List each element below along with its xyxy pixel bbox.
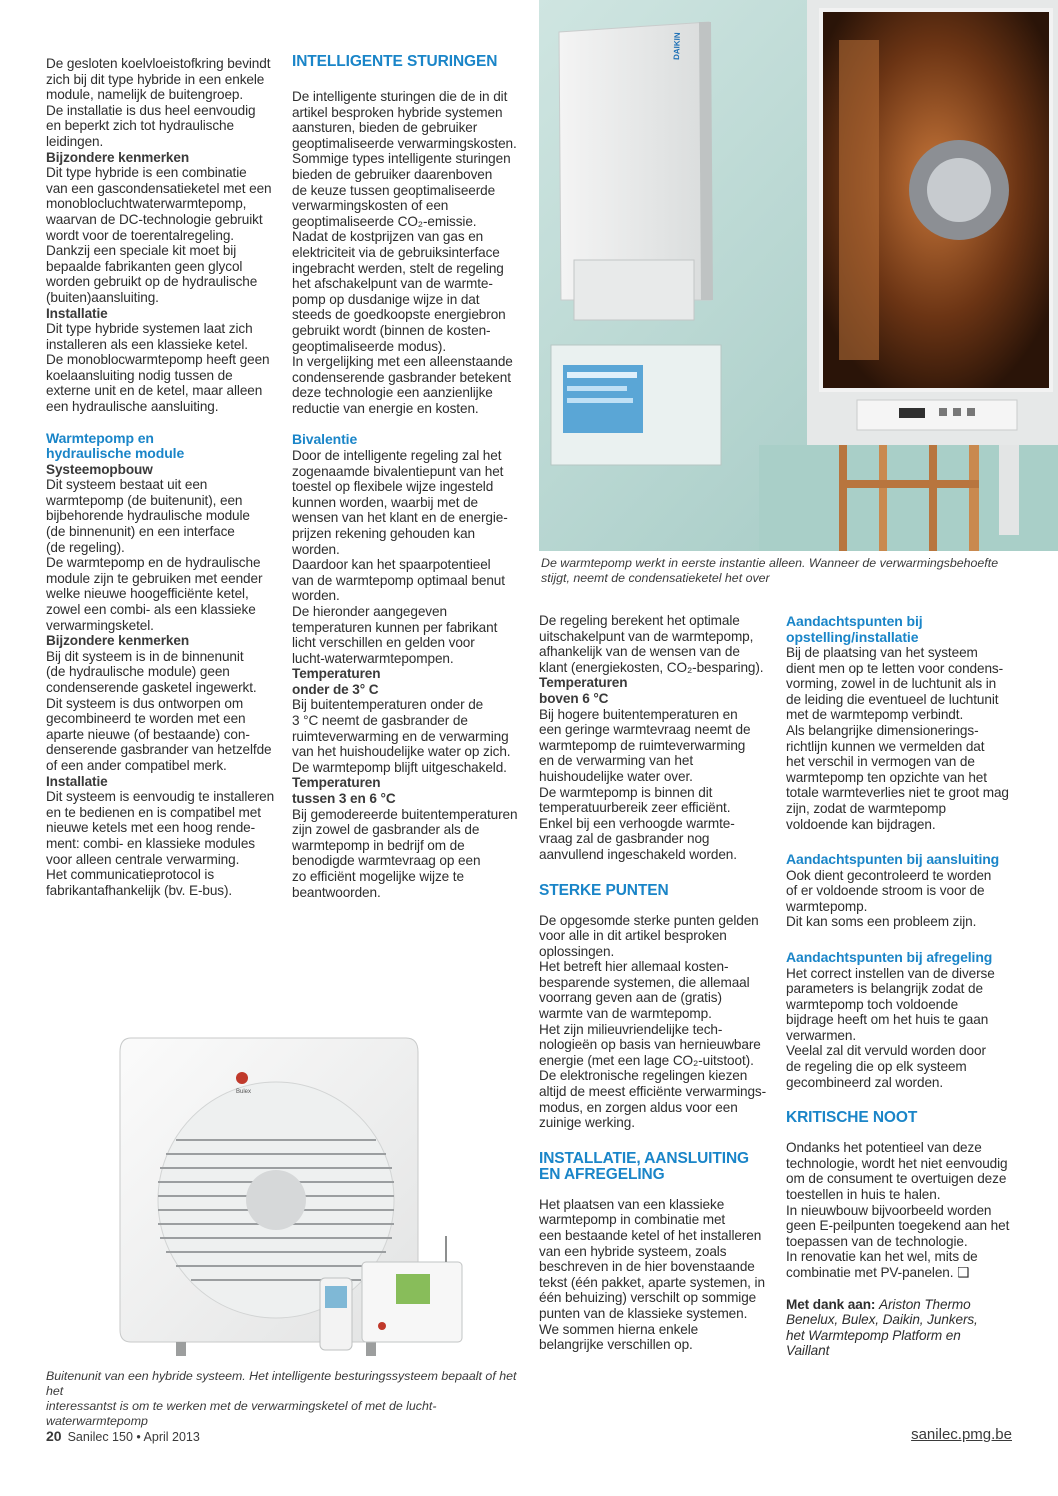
brand-logo: DAIKIN — [672, 32, 682, 61]
paragraph: Ook dient gecontroleerd te worden of er voldoende stroom is voor de warmtepomp. Dit kan soms een probleem zijn. — [786, 867, 992, 930]
open-boiler — [807, 0, 1058, 445]
subheading: Systeemopbouw — [46, 461, 153, 477]
subheading: Bijzondere kenmerken — [46, 633, 190, 649]
subheading: Installatie — [46, 773, 108, 789]
section-title: INSTALLATIE, AANSLUITING EN AFREGELING — [539, 1149, 749, 1183]
paragraph: Dit systeem is eenvoudig te installeren en te bedienen en is compatibel met nieuwe ketels met een hoog rende- ment: combi- en klassieke modules voor alleen centrale verwarming. Het communicatieprotocol is fabrikantafhankelijk (bv. E-bus). — [46, 789, 275, 898]
section-title: KRITISCHE NOOT — [786, 1109, 918, 1127]
paragraph: Bij dit systeem is in de binnenunit (de hydraulische module) geen condenserende gasketel ingewerkt. Dit systeem is dus ontworpen om gecombineerd te worden met een aparte nieuwe (of bestaande) con- denserende gasbrander van hetzelfde of een ander compatibel merk. — [46, 648, 272, 773]
section-title: INTELLIGENTE STURINGEN — [292, 53, 498, 70]
paragraph: Ondanks het potentieel van deze technologie, wordt het niet eenvoudig om de consument te overtuigen deze toestellen in huis te halen. In nieuwbouw bijvoorbeeld worden geen E-peilpunten toegekend aan het toepassen van de technologie. In renovatie kan het wel, mits de combinatie met PV-panelen. ❑ — [786, 1140, 1010, 1280]
white-boiler — [559, 22, 713, 320]
subheading: Temperaturen tussen 3 en 6 °C — [292, 775, 396, 807]
remote-control — [320, 1278, 352, 1350]
paragraph: Bij de plaatsing van het systeem dient men op te letten voor condens- vorming, zowel in de luchtunit als in de leiding die eventueel de luchtunit met de warmtepomp verbindt. Als belangrijke dimensionerings- richtlijn kunnen we vermelden dat het verschil in vermogen van de warmtepomp ten opzichte van het totale warmteverlies niet te groot mag zijn, zodat de warmtepomp voldoende kan bijdragen. — [786, 645, 1009, 832]
article-column-3 — [539, 613, 771, 1353]
brand-logo: Bulex — [236, 1089, 252, 1095]
control-panel — [551, 345, 721, 465]
paragraph: De opgesomde sterke punten gelden voor alle in dit artikel besproken oplossingen. Het betreft hier allemaal kosten- besparende systemen, die allemaal voorrang geven aan de (gratis) warmte van de warmtepomp. Het zijn milieuvriendelijke tech- nologieën op basis van hernieuwbare energie (met een lage CO₂-uitstoot). De elektronische regelingen kiezen altijd de meest efficiënte verwarmings- modus, en zorgen aldus voor een zuinige werking. — [539, 912, 767, 1131]
section-heading: Aandachtspunten bij aansluiting — [786, 851, 1000, 868]
acknowledgement-label: Met dank aan: — [786, 1296, 876, 1312]
photo-caption-top: De warmtepomp werkt in eerste instantie alleen. Wanneer de verwarmingsbehoefte stijgt, neemt de condensatieketel het over — [541, 556, 999, 585]
boiler-photo — [539, 0, 1058, 551]
issue-info: Sanilec 150 • April 2013 — [67, 1430, 200, 1444]
paragraph: Bij hogere buitentemperaturen en een geringe warmtevraag neemt de warmtepomp de ruimteverwarming en de verwarming van het huishoudelijke water over. De warmtepomp is binnen dit temperatuurbereik zeer efficiënt. Enkel bij een verhoogde warmte- vraag zal de gasbrander nog aanvullend ingeschakeld worden. — [539, 706, 751, 862]
paragraph: Dit systeem bestaat uit een warmtepomp (de buitenunit), een bijbehorende hydraulische module (de binnenunit) en een interface (de regeling). De warmtepomp en de hydraulische module zijn te gebruiken met eender welke nieuwe hoogefficiënte ketel, zowel een combi- als een klassieke verwarmingsketel. — [46, 477, 263, 633]
section-heading: Aandachtspunten bij opstelling/installatie — [786, 613, 923, 645]
copper-pipes — [759, 445, 1058, 551]
paragraph: Bij buitentemperaturen onder de 3 °C neemt de gasbrander de ruimteverwarming en de verwarming van het huishoudelijke water op zich. De warmtepomp blijft uitgeschakeld. — [292, 697, 511, 775]
acknowledgement — [786, 1297, 1018, 1359]
subheading: Bijzondere kenmerken — [46, 149, 190, 165]
section-heading: Warmtepomp en hydraulische module — [46, 429, 185, 462]
subheading: Temperaturen boven 6 °C — [539, 675, 628, 706]
subheading: Temperaturen onder de 3° C — [292, 666, 381, 697]
section-heading: Bivalentie — [292, 431, 358, 448]
article-column-4 — [786, 614, 1018, 1359]
paragraph: Het plaatsen van een klassieke warmtepomp in combinatie met een bestaande ketel of het installeren van een hybride systeem, zoals beschreven in de hier bovenstaande tekst (één pakket, aparte systemen, in één behuizing) verschilt op sommige punten van de klassieke systemen. We sommen hierna enkele belangrijke verschillen op. — [539, 1196, 765, 1353]
page-number: 20 — [46, 1428, 62, 1444]
paragraph: Door de intelligente regeling zal het zogenaamde bivalentiepunt van het toestel op flexibele wijze ingesteld kunnen worden, waarbij met de wensen van het klant en de energie- prijzen rekening gehouden kan worden. Daardoor kan het spaarpotentieel van de warmtepomp optimaal benut worden. De hieronder aangegeven temperaturen kunnen per fabrikant licht verschillen en gelden voor lucht-waterwarmtepompen. — [292, 447, 508, 666]
boiler-illustration — [539, 0, 1058, 551]
website-link[interactable]: sanilec.pmg.be — [911, 1426, 1012, 1443]
outdoor-unit-photo — [46, 1030, 522, 1364]
paragraph: Dit type hybride is een combinatie van een gascondensatieketel met een monoblocluchtwaterwarmtepomp, waarvan de DC-technologie gebruikt wordt voor de toerentalregeling. Dankzij een speciale kit moet bij bepaalde fabrikanten geen glycol worden gebruikt op de hydraulische (buiten)aansluiting. — [46, 165, 272, 305]
page-footer — [46, 1428, 200, 1444]
paragraph: Het correct instellen van de diverse parameters is belangrijk zodat de warmtepomp toch voldoende bijdrage heeft om het huis te gaan verwarmen. Veelal zal dit vervuld worden door de regeling die op elk systeem gecombineerd zal worden. — [786, 965, 995, 1090]
acknowledgement-text: Ariston Thermo Benelux, Bulex, Daikin, Junkers, het Warmtepomp Platform en Vaillant — [786, 1296, 978, 1359]
paragraph: De regeling berekent het optimale uitschakelpunt van de warmtepomp, afhankelijk van de wensen van de klant (energiekosten, CO₂-besparing). — [539, 613, 764, 675]
paragraph: De gesloten koelvloeistofkring bevindt zich bij dit type hybride in een enkele module, namelijk de buitengroep. De installatie is dus heel eenvoudig en beperkt zich tot hydraulische leidingen. — [46, 56, 271, 149]
section-title: STERKE PUNTEN — [539, 881, 669, 899]
paragraph: Dit type hybride systemen laat zich installeren als een klassieke ketel. De monoblocwarmtepomp heeft geen koelaansluiting nodig tussen de externe unit en de ketel, maar alleen een hydraulische aansluiting. — [46, 321, 270, 415]
paragraph: Bij gemodereerde buitentemperaturen zijn zowel de gasbrander als de warmtepomp in bedrijf om de benodigde warmtevraag op een zo efficiënt mogelijke wijze te beantwoorden. — [292, 806, 518, 900]
outdoor-unit-illustration — [46, 1030, 522, 1364]
subheading: Installatie — [46, 305, 108, 321]
section-heading: Aandachtspunten bij afregeling — [786, 949, 993, 965]
article-column-1 — [46, 56, 276, 898]
paragraph: De intelligente sturingen die de in dit artikel besproken hybride systemen aansturen, bieden de gebruiker geoptimaliseerde verwarmingskosten. Sommige types intelligente sturingen bieden de gebruiker daarenboven de keuze tussen geoptimaliseerde verwarmingskosten of een geoptimaliseerde CO₂-emissie. Nadat de kostprijzen van gas en elektriciteit via de gebruiksinterface ingebracht werden, stelt de regeling het afschakelpunt van de warmte- pomp op dusdanige wijze in dat steeds de goedkoopste energiebron gebruikt wordt (binnen de kosten- geoptimaliseerde modus). In vergelijking met een alleenstaande condenserende gasbrander betekent deze technologie een aanzienlijke reductie van energie en kosten. — [292, 89, 517, 416]
photo-caption-bottom: Buitenunit van een hybride systeem. Het intelligente besturingssysteem bepaalt of het het interessantst is om te werken met de verwarmingsketel of met de lucht-waterwarmtepomp — [46, 1369, 517, 1428]
article-column-2 — [292, 54, 522, 900]
